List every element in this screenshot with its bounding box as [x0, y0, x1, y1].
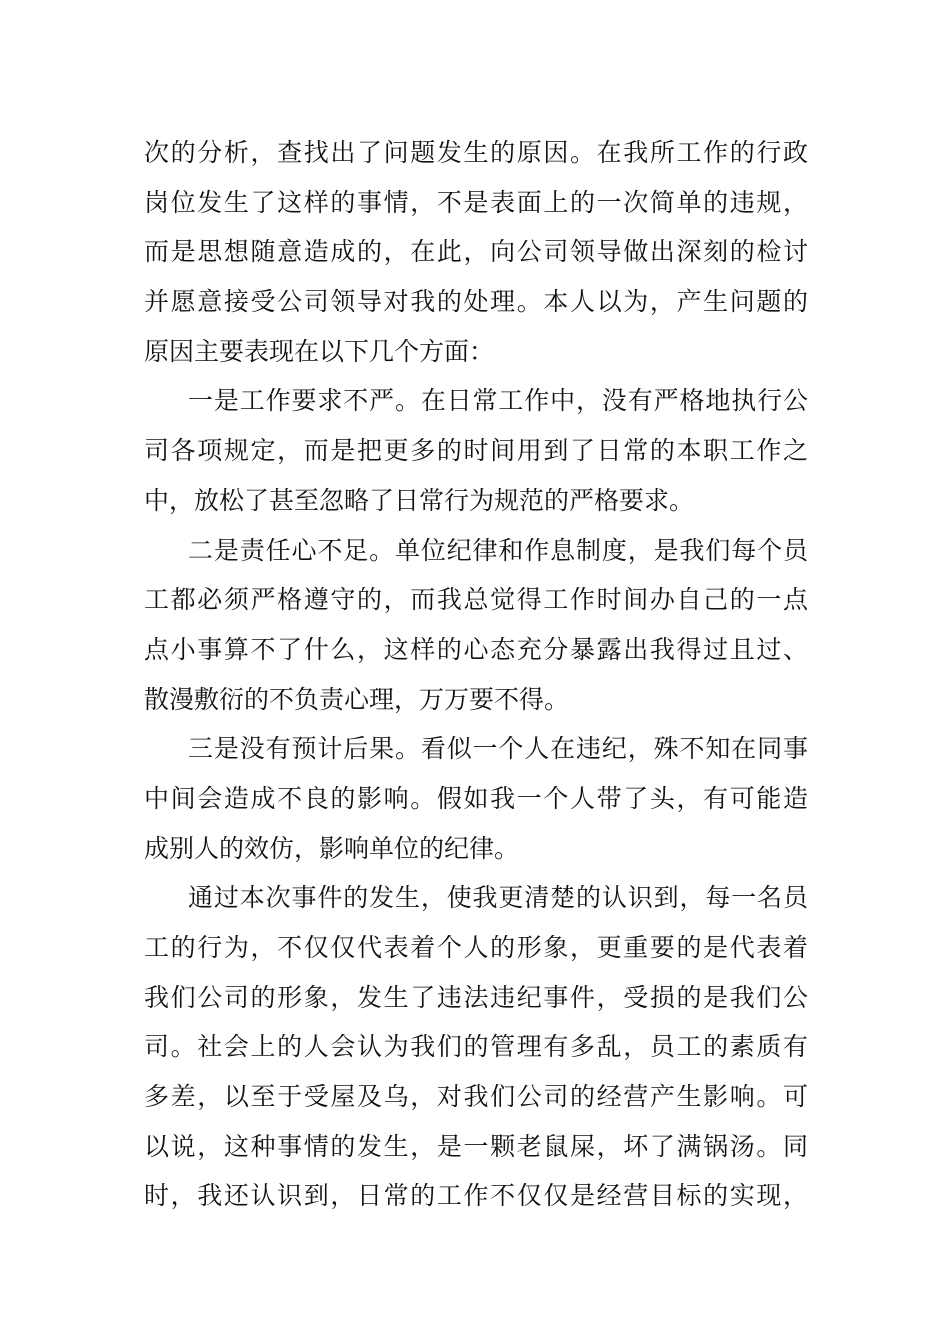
- paragraph-first-line: 三是没有预计后果。看似一个人在违纪，殊不知在同事: [188, 734, 808, 764]
- text-line: 次的分析，查找出了问题发生的原因。在我所工作的行政: [144, 138, 808, 167]
- text-line: 以说，这种事情的发生，是一颗老鼠屎，坏了满锅汤。同: [144, 1131, 808, 1161]
- text-line: 我们公司的形象，发生了违法违纪事件，受损的是我们公: [144, 982, 808, 1012]
- text-line: 岗位发生了这样的事情，不是表面上的一次简单的违规，: [144, 187, 808, 217]
- text-line: 司。社会上的人会认为我们的管理有多乱，员工的素质有: [144, 1032, 808, 1062]
- text-line: 时，我还认识到，日常的工作不仅仅是经营目标的实现，: [144, 1181, 808, 1211]
- paragraph-first-line: 一是工作要求不严。在日常工作中，没有严格地执行公: [188, 386, 808, 416]
- paragraph-first-line: 通过本次事件的发生，使我更清楚的认识到，每一名员: [188, 883, 808, 913]
- text-line: 工的行为，不仅仅代表着个人的形象，更重要的是代表着: [144, 933, 808, 962]
- text-line: 多差，以至于受屋及乌，对我们公司的经营产生影响。可: [144, 1082, 808, 1112]
- text-line: 而是思想随意造成的，在此，向公司领导做出深刻的检讨: [144, 237, 808, 267]
- text-line: 点小事算不了什么，这样的心态充分暴露出我得过且过、: [144, 634, 808, 664]
- text-line: 中间会造成不良的影响。假如我一个人带了头，有可能造: [144, 783, 808, 813]
- text-line: 原因主要表现在以下几个方面：: [144, 336, 495, 366]
- text-line: 司各项规定，而是把更多的时间用到了日常的本职工作之: [144, 436, 808, 466]
- text-line: 成别人的效仿，影响单位的纪律。: [144, 833, 520, 863]
- text-line: 工都必须严格遵守的，而我总觉得工作时间办自己的一点: [144, 585, 808, 615]
- text-line: 中，放松了甚至忽略了日常行为规范的严格要求。: [144, 485, 695, 515]
- paragraph-first-line: 二是责任心不足。单位纪律和作息制度，是我们每个员: [188, 535, 808, 565]
- document-body: [144, 133, 808, 1226]
- text-line: 散漫敷衍的不负责心理，万万要不得。: [144, 684, 570, 714]
- text-line: 并愿意接受公司领导对我的处理。本人以为，产生问题的: [144, 287, 808, 317]
